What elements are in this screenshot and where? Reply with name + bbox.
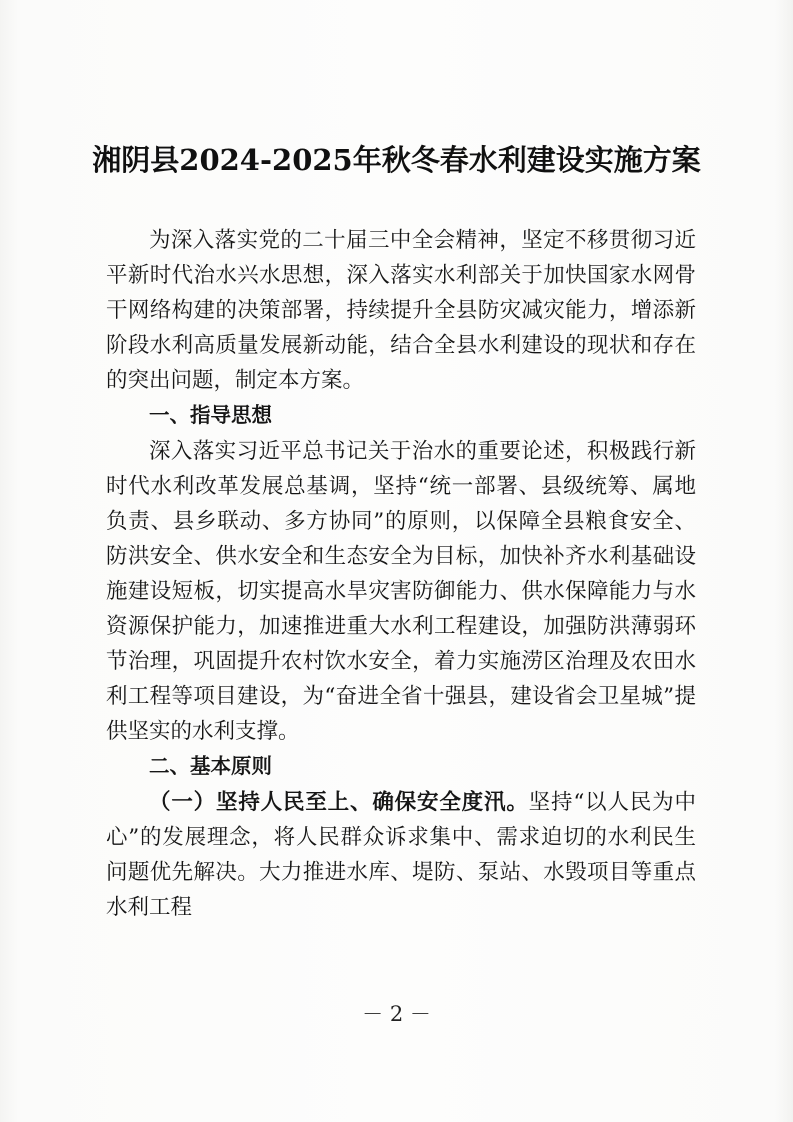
- document-body: [106, 223, 696, 925]
- guiding-ideology-paragraph: 深入落实习近平总书记关于治水的重要论述，积极践行新时代水利改革发展总基调，坚持“统一部署、县级统筹、属地负责、县乡联动、多方协同”的原则，以保障全县粮食安全、防洪安全、供水安全和生态安全为目标，加快补齐水利基础设施建设短板，切实提高水旱灾害防御能力、供水保障能力与水资源保护能力，加速推进重大水利工程建设，加强防洪薄弱环节治理，巩固提升农村饮水安全，着力实施涝区治理及农田水利工程等项目建设，为“奋进全省十强县，建设省会卫星城”提供坚实的水利支撑。: [106, 438, 696, 745]
- page-number: － 2 －: [362, 1002, 431, 1026]
- principle-item-1-text: 坚持“以人民为中心”的发展理念，将人民群众诉求集中、需求迫切的水利民生问题优先解决。大力推进水库、堤防、泵站、水毁项目等重点水利工程: [106, 789, 696, 920]
- intro-paragraph: 为深入落实党的二十届三中全会精神，坚定不移贯彻习近平新时代治水兴水思想，深入落实水利部关于加快国家水网骨干网络构建的决策部署，持续提升全县防灾减灾能力，增添新阶段水利高质量发展新动能，结合全县水利建设的现状和存在的突出问题，制定本方案。: [106, 228, 696, 394]
- principle-item-1: [106, 785, 696, 925]
- document-title: 湘阴县2024-2025年秋冬春水利建设实施方案: [92, 143, 701, 177]
- section-heading-basic-principles: 二、基本原则: [149, 754, 272, 779]
- section-heading-guiding-ideology: 一、指导思想: [149, 403, 272, 428]
- principle-item-1-lead: （一）坚持人民至上、确保安全度汛。: [149, 789, 529, 815]
